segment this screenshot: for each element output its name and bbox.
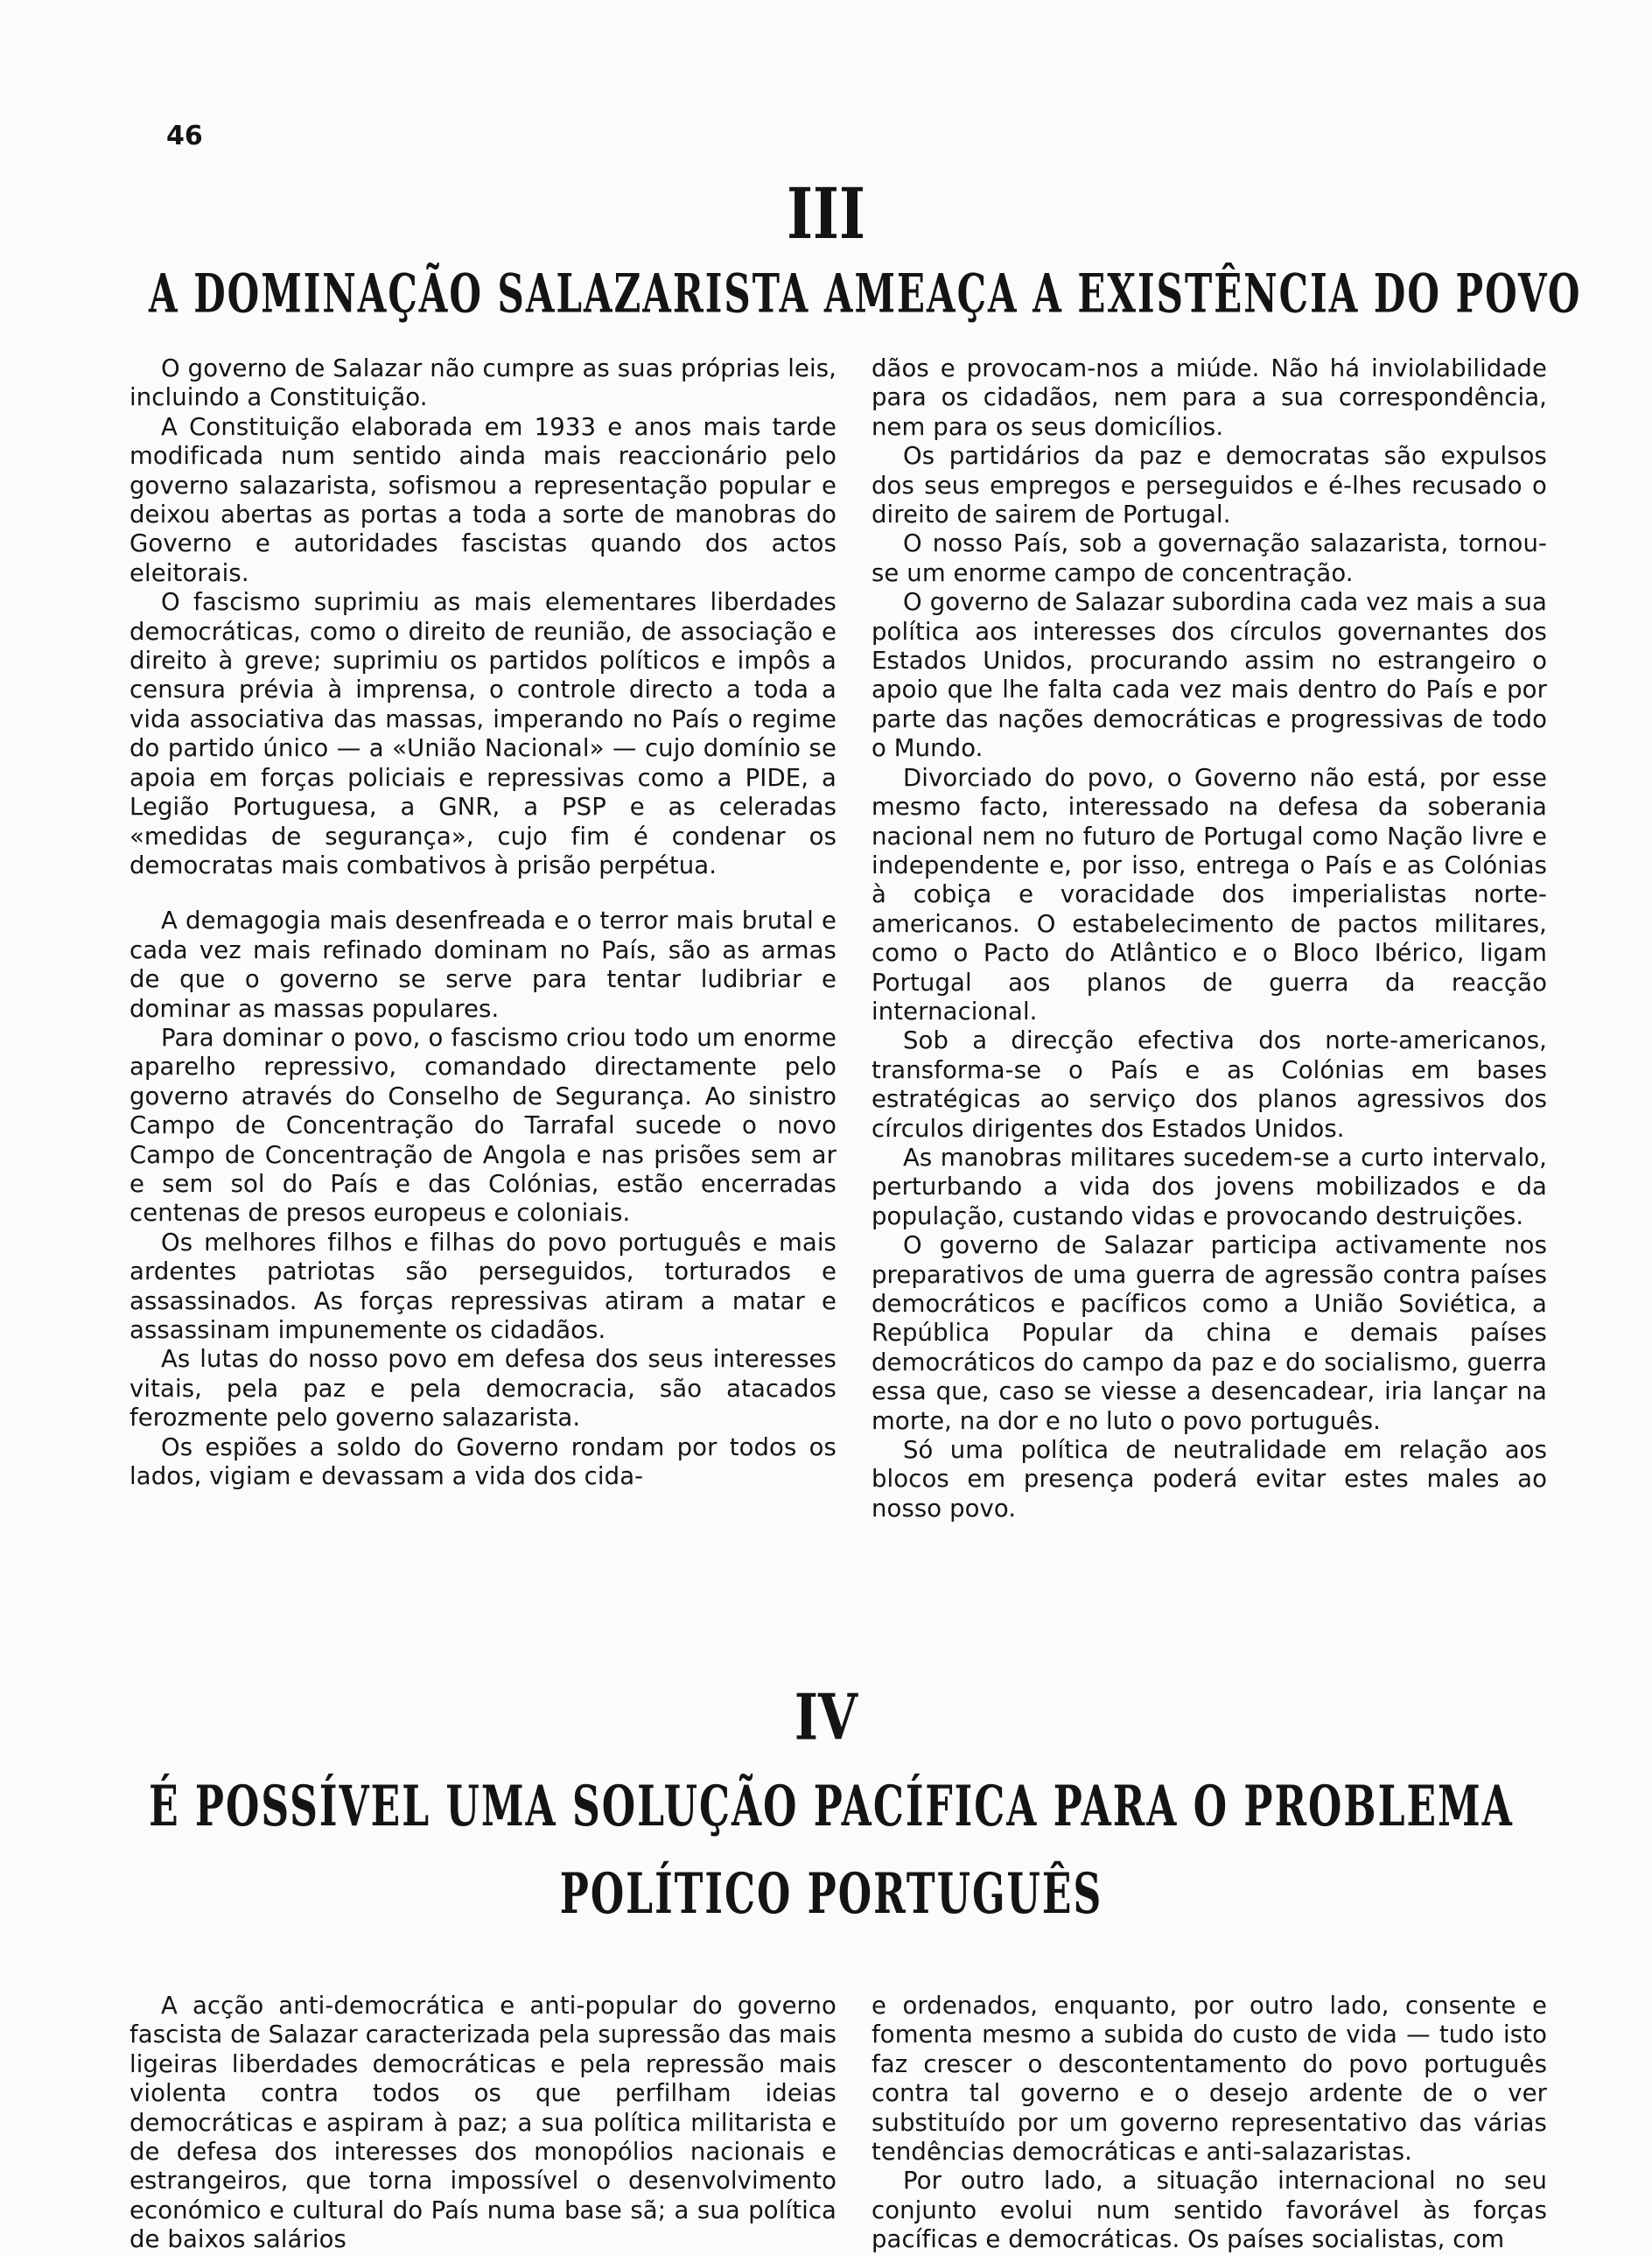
paragraph: Os partidários da paz e democratas são expulsos dos seus empregos e perseguidos e é-lhes recusado o direito de sairem de Portugal. (872, 442, 1547, 529)
paragraph: As manobras militares sucedem-se a curto intervalo, perturbando a vida dos jovens mobilizados e da população, custando vidas e provocando destruições. (872, 1143, 1547, 1230)
section-4-numeral: IV (794, 1680, 858, 1754)
paragraph: A Constituição elaborada em 1933 e anos mais tarde modificada num sentido ainda mais reaccionário pelo governo salazarista, sofismou a representação popular e deixou abertas as portas a toda a sorte de manobras do Governo e autoridades fascistas quando dos actos eleitorais. (130, 412, 836, 587)
page-number: 46 (166, 121, 203, 151)
paragraph: dãos e provocam-nos a miúde. Não há inviolabilidade para os cidadãos, nem para a sua correspondência, nem para os seus domicílios. (872, 354, 1547, 441)
section-4-title-line-1: É POSSÍVEL UMA SOLUÇÃO PACÍFICA PARA O PROBLEMA (149, 1775, 1514, 1839)
paragraph: Divorciado do povo, o Governo não está, por esse mesmo facto, interessado na defesa da soberania nacional nem no futuro de Portugal como Nação livre e independente e, por isso, entrega o País e as Colónias à cobiça e voracidade dos imperialistas norte-americanos. O estabelecimento de pactos militares, como o Pacto do Atlântico e o Bloco Ibérico, ligam Portugal aos planos de guerra da reacção internacional. (872, 763, 1547, 1026)
paragraph: Sob a direcção efectiva dos norte-americanos, transforma-se o País e as Colónias em bases estratégicas ao serviço dos planos agressivos dos círculos dirigentes dos Estados Unidos. (872, 1026, 1547, 1143)
paragraph: O governo de Salazar subordina cada vez mais a sua política aos interesses dos círculos governantes dos Estados Unidos, procurando assim no estrangeiro o apoio que lhe falta cada vez mais dentro do País e por parte das nações democráticas e progressivas de todo o Mundo. (872, 588, 1547, 763)
section-3-numeral: III (787, 173, 865, 256)
paragraph: A demagogia mais desenfreada e o terror mais brutal e cada vez mais refinado dominam no País, são as armas de que o governo se serve para tentar ludibriar e dominar as massas populares. (130, 907, 836, 1023)
section-4-right-column (872, 1992, 1547, 2255)
paragraph: Por outro lado, a situação internacional no seu conjunto evolui num sentido favorável às forças pacíficas e democráticas. Os países socialistas, com (872, 2167, 1547, 2254)
paragraph: As lutas do nosso povo em defesa dos seus interesses vitais, pela paz e pela democracia, são atacados ferozmente pelo governo salazarista. (130, 1345, 836, 1432)
paragraph: O fascismo suprimiu as mais elementares liberdades democráticas, como o direito de reunião, de associação e direito à greve; suprimiu os partidos políticos e impôs a censura prévia à imprensa, o controle directo a toda a vida associativa das massas, imperando no País o regime do partido único — a «União Nacional» — cujo domínio se apoia em forças policiais e repressivas como a PIDE, a Legião Portuguesa, a GNR, a PSP e as celeradas «medidas de segurança», cujo fim é condenar os democratas mais combativos à prisão perpétua. (130, 588, 836, 879)
section-3-right-column (872, 354, 1547, 1523)
paragraph: O governo de Salazar participa activamente nos preparativos de uma guerra de agressão contra países democráticos e pacíficos como a União Soviética, a República Popular da china e demais países democráticos do campo da paz e do socialismo, guerra essa que, caso se viesse a desencadear, iria lançar na morte, na dor e no luto o povo português. (872, 1231, 1547, 1435)
paragraph: Os melhores filhos e filhas do povo português e mais ardentes patriotas são perseguidos, torturados e assassinados. As forças repressivas atiram a matar e assassinam impunemente os cidadãos. (130, 1228, 836, 1344)
section-3-left-column (130, 354, 836, 1491)
section-3-title: A DOMINAÇÃO SALAZARISTA AMEAÇA A EXISTÊNCIA DO POVO (149, 263, 1582, 326)
paragraph: A acção anti-democrática e anti-popular do governo fascista de Salazar caracterizada pela supressão das mais ligeiras liberdades democráticas e pela repressão mais violenta contra todos os que perfilham ideias democráticas e aspiram à paz; a sua política militarista e de defesa dos interesses dos monopólios nacionais e estrangeiros, que torna impossível o desenvolvimento económico e cultural do País numa base sã; a sua política de baixos salários (130, 1992, 837, 2254)
paragraph: Só uma política de neutralidade em relação aos blocos em presença poderá evitar estes males ao nosso povo. (872, 1436, 1547, 1523)
paragraph: e ordenados, enquanto, por outro lado, consente e fomenta mesmo a subida do custo de vida — tudo isto faz crescer o descontentamento do povo português contra tal governo e o desejo ardente de o ver substituído por um governo representativo das várias tendências democráticas e anti-salazaristas. (872, 1992, 1547, 2167)
paragraph: O nosso País, sob a governação salazarista, tornou-se um enorme campo de concentração. (872, 529, 1547, 587)
paragraph: Os espiões a soldo do Governo rondam por todos os lados, vigiam e devassam a vida dos cida- (130, 1432, 836, 1491)
paragraph: O governo de Salazar não cumpre as suas próprias leis, incluindo a Constituição. (130, 354, 836, 412)
section-4-title-line-2: POLÍTICO PORTUGUÊS (559, 1862, 1103, 1927)
paragraph: Para dominar o povo, o fascismo criou todo um enorme aparelho repressivo, comandado directamente pelo governo através do Conselho de Segurança. Ao sinistro Campo de Concentração do Tarrafal sucede o novo Campo de Concentração de Angola e nas prisões sem ar e sem sol do País e das Colónias, estão encerradas centenas de presos europeus e coloniais. (130, 1023, 836, 1228)
section-4-left-column (130, 1992, 836, 2255)
